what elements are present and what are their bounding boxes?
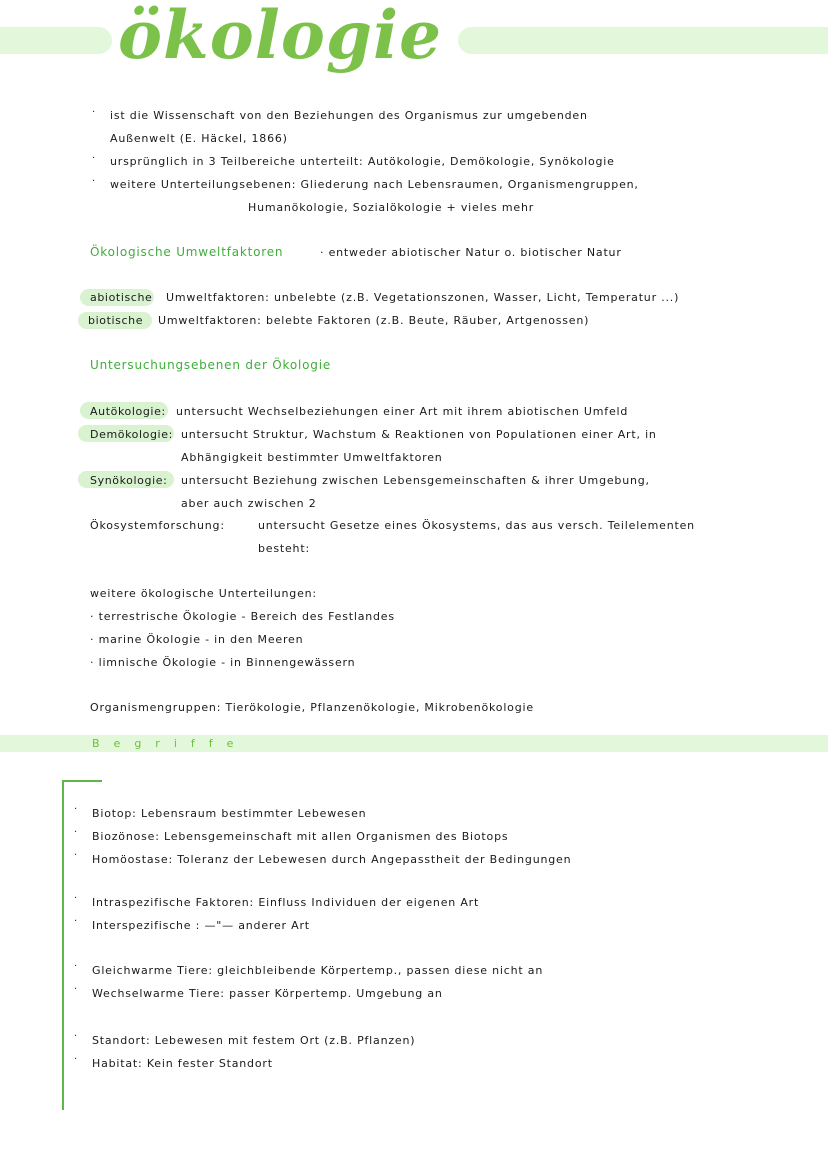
bullet-dot: · (74, 827, 78, 838)
bullet-dot: · (74, 1031, 78, 1042)
oko-text-a: untersucht Gesetze eines Ökosystems, das aus versch. Teilelementen (258, 519, 695, 532)
umweltfaktoren-note: · entweder abiotischer Natur o. biotischer Natur (320, 246, 622, 259)
bullet-dot: · (74, 1054, 78, 1065)
intro-line-1b: Außenwelt (E. Häckel, 1866) (110, 132, 288, 145)
begriff-item: Homöostase: Toleranz der Lebewesen durch Angepasstheit der Bedingungen (92, 853, 572, 866)
oko-label: Ökosystemforschung: (90, 519, 225, 532)
umweltfaktoren-heading: Ökologische Umweltfaktoren (90, 245, 284, 259)
weitere-item-3: · limnische Ökologie - in Binnengewässern (90, 656, 356, 669)
oko-text-b: besteht: (258, 542, 310, 555)
bullet-dot: · (74, 961, 78, 972)
bracket-vertical (62, 780, 64, 1110)
begriff-item: Interspezifische : —"— anderer Art (92, 919, 310, 932)
begriff-item: Standort: Lebewesen mit festem Ort (z.B. Pflanzen) (92, 1034, 416, 1047)
bullet-dot: · (74, 850, 78, 861)
aut-label: Autökologie: (90, 405, 166, 418)
weitere-item-1: · terrestrische Ökologie - Bereich des Festlandes (90, 610, 395, 623)
abiotisch-text: Umweltfaktoren: unbelebte (z.B. Vegetationszonen, Wasser, Licht, Temperatur ...) (166, 291, 680, 304)
title-band-left (0, 27, 112, 54)
biotisch-text: Umweltfaktoren: belebte Faktoren (z.B. Beute, Räuber, Artgenossen) (158, 314, 590, 327)
bullet-dot: · (74, 804, 78, 815)
page-title: ökologie (118, 0, 443, 74)
aut-text: untersucht Wechselbeziehungen einer Art mit ihrem abiotischen Umfeld (176, 405, 629, 418)
biotisch-label: biotische (88, 314, 144, 327)
dem-text-b: Abhängigkeit bestimmter Umweltfaktoren (181, 451, 443, 464)
dem-label: Demökologie: (90, 428, 173, 441)
bracket-horizontal (62, 780, 102, 782)
organismengruppen: Organismengruppen: Tierökologie, Pflanzenökologie, Mikrobenökologie (90, 701, 534, 714)
weitere-item-2: · marine Ökologie - in den Meeren (90, 633, 304, 646)
intro-line-3b: Humanökologie, Sozialökologie + vieles mehr (248, 201, 535, 214)
bullet-dot: · (74, 984, 78, 995)
begriffe-heading: Begriffe (92, 737, 248, 750)
begriff-item: Habitat: Kein fester Standort (92, 1057, 273, 1070)
dem-text-a: untersucht Struktur, Wachstum & Reaktionen von Populationen einer Art, in (181, 428, 657, 441)
begriff-item: Biozönose: Lebensgemeinschaft mit allen Organismen des Biotops (92, 830, 509, 843)
syn-text-a: untersucht Beziehung zwischen Lebensgemeinschaften & ihrer Umgebung, (181, 474, 650, 487)
begriff-item: Gleichwarme Tiere: gleichbleibende Körpertemp., passen diese nicht an (92, 964, 544, 977)
begriff-item: Intraspezifische Faktoren: Einfluss Individuen der eigenen Art (92, 896, 480, 909)
bullet-dot: · (92, 176, 96, 187)
bullet-dot: · (92, 107, 96, 118)
intro-line-1a: ist die Wissenschaft von den Beziehungen des Organismus zur umgebenden (110, 109, 588, 122)
begriff-item: Biotop: Lebensraum bestimmter Lebewesen (92, 807, 367, 820)
begriff-item: Wechselwarme Tiere: passer Körpertemp. Umgebung an (92, 987, 443, 1000)
ebenen-heading: Untersuchungsebenen der Ökologie (90, 358, 332, 372)
syn-label: Synökologie: (90, 474, 168, 487)
bullet-dot: · (74, 916, 78, 927)
intro-line-3a: weitere Unterteilungsebenen: Gliederung nach Lebensraumen, Organismengruppen, (110, 178, 639, 191)
intro-line-2: ursprünglich in 3 Teilbereiche unterteilt: Autökologie, Demökologie, Synökologie (110, 155, 615, 168)
bullet-dot: · (74, 893, 78, 904)
abiotisch-label: abiotische (90, 291, 153, 304)
syn-text-b: aber auch zwischen 2 (181, 497, 317, 510)
title-band-right (458, 27, 828, 54)
weitere-heading: weitere ökologische Unterteilungen: (90, 587, 317, 600)
bullet-dot: · (92, 153, 96, 164)
